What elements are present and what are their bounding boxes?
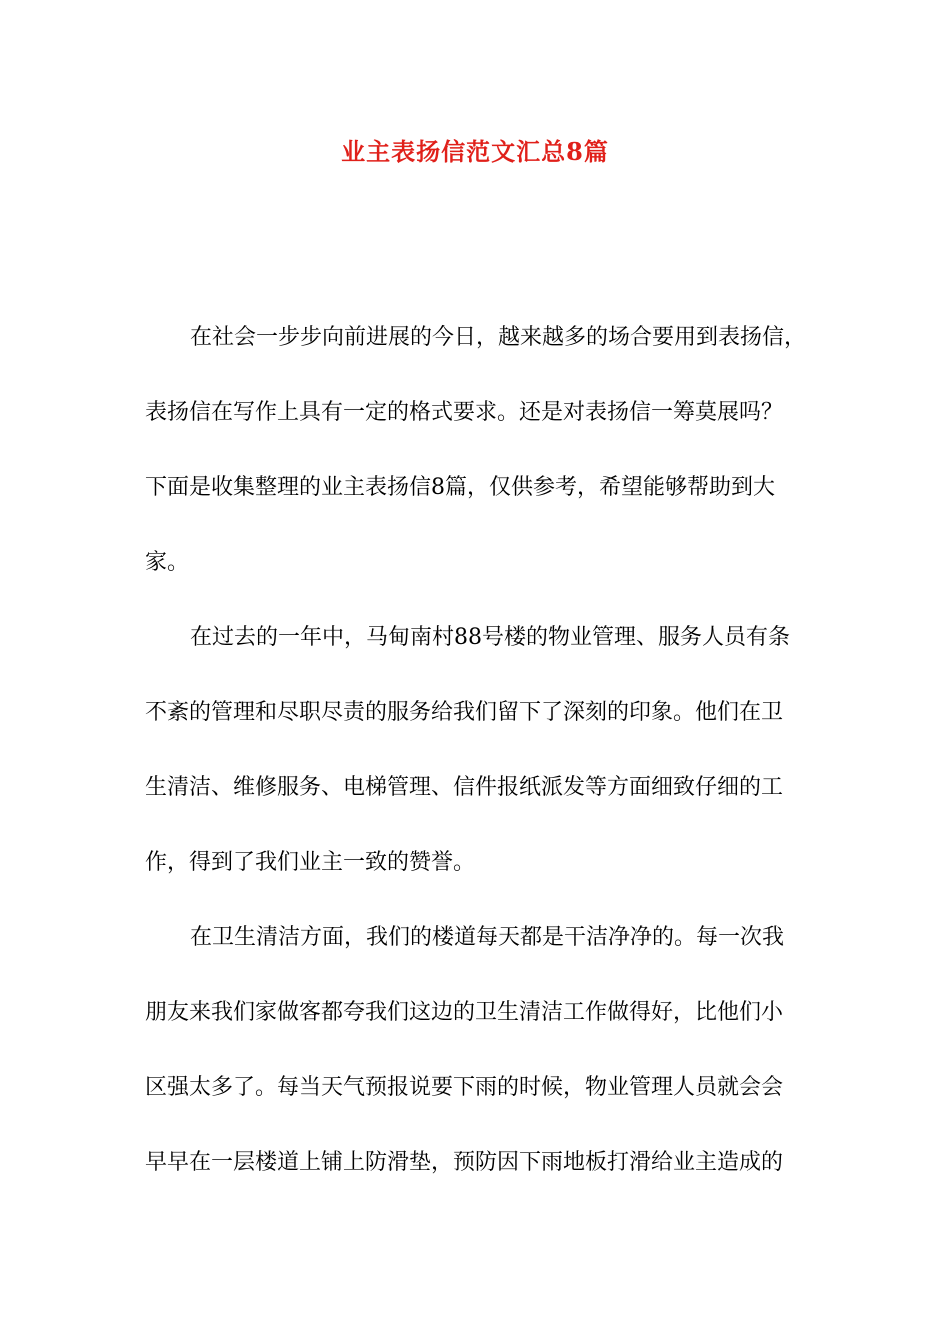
paragraph-line: 在社会一步步向前进展的今日，越来越多的场合要用到表扬信，: [190, 325, 807, 350]
document-body: [145, 318, 810, 1218]
paragraph-line: 在卫生清洁方面，我们的楼道每天都是干洁净净的。每一次我: [190, 925, 785, 950]
paragraph-line: 区强太多了。每当天气预报说要下雨的时候，物业管理人员就会会: [145, 1075, 784, 1100]
paragraph-line: 早早在一层楼道上铺上防滑垫，预防因下雨地板打滑给业主造成的: [145, 1150, 784, 1175]
paragraph-line: 朋友来我们家做客都夸我们这边的卫生清洁工作做得好，比他们小: [145, 1000, 784, 1025]
paragraph-line: 家。: [145, 550, 190, 575]
paragraph-line: 作，得到了我们业主一致的赞誉。: [145, 850, 476, 875]
paragraph-line: 下面是收集整理的业主表扬信8篇，仅供参考，希望能够帮助到大: [145, 475, 775, 500]
paragraph-line: 生清洁、维修服务、电梯管理、信件报纸派发等方面细致仔细的工: [145, 775, 784, 800]
paragraph-line: 表扬信在写作上具有一定的格式要求。还是对表扬信一筹莫展吗？: [145, 400, 784, 425]
paragraph-line: 在过去的一年中，马甸南村88号楼的物业管理、服务人员有条: [190, 625, 790, 650]
paragraph-line: 不紊的管理和尽职尽责的服务给我们留下了深刻的印象。他们在卫: [145, 700, 784, 725]
document-title: 业主表扬信范文汇总8篇: [341, 137, 609, 166]
